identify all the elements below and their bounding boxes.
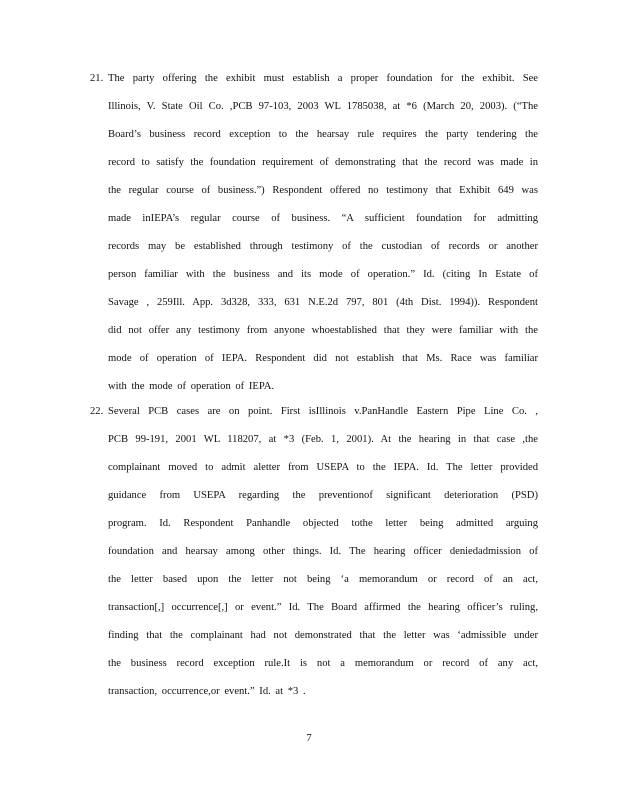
text-line: made inIEPA’s regular course of business. “A sufficient foundation for admitting [108,213,538,224]
text-line: complainant moved to admit aletter from USEPA to the IEPA. Id. The letter provided [108,462,538,473]
paragraph-number: 22. [90,406,104,417]
text-line: Illinois, V. State Oil Co. ,PCB 97-103, 2003 WL 1785038, at *6 (March 20, 2003). (“The [108,101,538,112]
text-line: PCB 99-191, 2001 WL 118207, at *3 (Feb. 1, 2001). At the hearing in that case ,the [108,434,538,445]
paragraph-22 [90,405,540,705]
page-number: 7 [306,733,312,744]
text-line: person familiar with the business and its mode of operation.” Id. (citing In Estate of [108,269,538,280]
text-line: the business record exception rule.It is not a memorandum or record of any act, [108,658,538,669]
text-line: transaction[,] occurrence[,] or event.” Id. The Board affirmed the hearing officer’s ruling, [108,602,538,613]
paragraph-number: 21. [90,73,104,84]
text-line: did not offer any testimony from anyone whoestablished that they were familiar with the [108,325,538,336]
text-line: program. Id. Respondent Panhandle objected tothe letter being admitted arguing [108,518,538,529]
text-line: transaction, occurrence,or event.” Id. at *3 . [108,686,306,697]
text-line: Several PCB cases are on point. First isIllinois v.PanHandle Eastern Pipe Line Co. , [108,406,538,417]
text-line: Board’s business record exception to the hearsay rule requires the party tendering the [108,129,538,140]
text-line: Savage , 259Ill. App. 3d328, 333, 631 N.E.2d 797, 801 (4th Dist. 1994)). Respondent [108,297,538,308]
text-line: the regular course of business.”) Respondent offered no testimony that Exhibit 649 was [108,185,538,196]
text-line: guidance from USEPA regarding the preventionof significant deterioration (PSD) [108,490,538,501]
text-line: finding that the complainant had not demonstrated that the letter was ‘admissible under [108,630,538,641]
text-line: with the mode of operation of IEPA. [108,381,275,392]
text-line: the letter based upon the letter not being ‘a memorandum or record of an act, [108,574,538,585]
text-line: foundation and hearsay among other things. Id. The hearing officer deniedadmission of [108,546,538,557]
text-line: records may be established through testimony of the custodian of records or another [108,241,538,252]
paragraph-21 [90,72,540,392]
text-line: mode of operation of IEPA. Respondent did not establish that Ms. Race was familiar [108,353,538,364]
text-line: The party offering the exhibit must establish a proper foundation for the exhibit. See [108,73,538,84]
text-line: record to satisfy the foundation requirement of demonstrating that the record was made in [108,157,538,168]
